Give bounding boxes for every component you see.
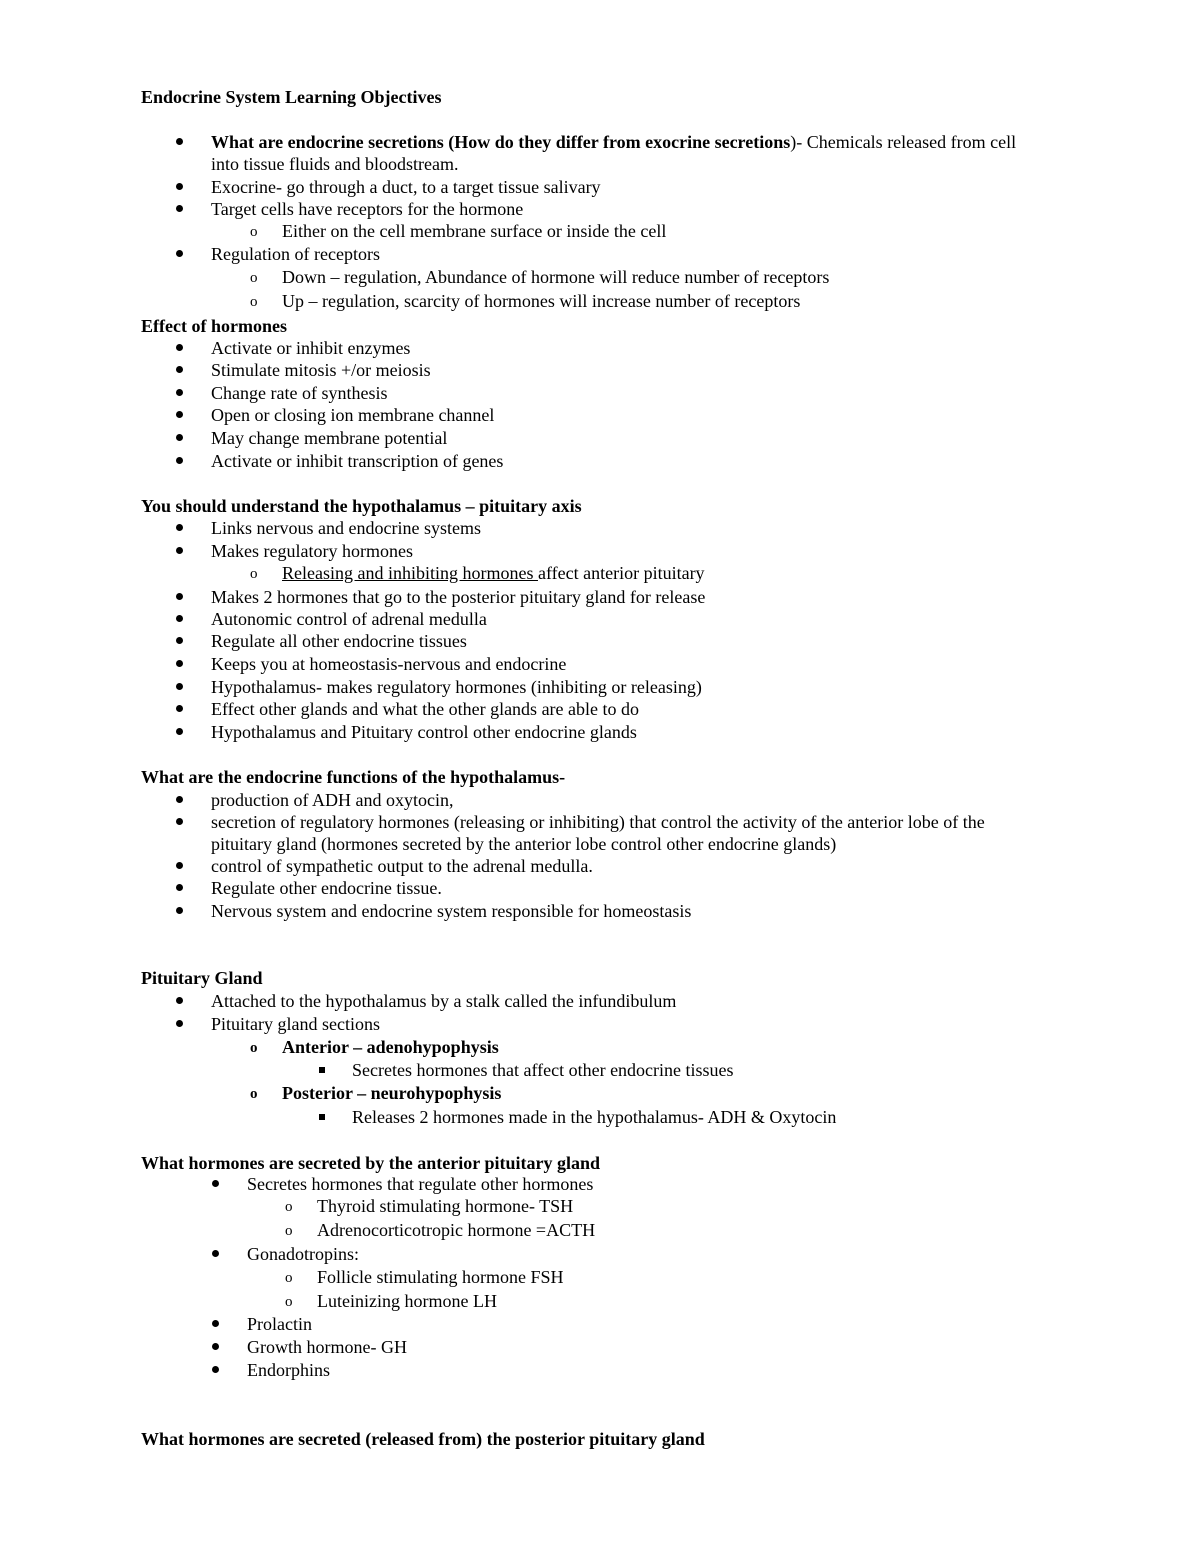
bullet-dot-icon — [176, 138, 183, 145]
bullet-dot-icon — [176, 660, 183, 667]
text-segment: What hormones are secreted by the anterior pituitary gland — [141, 1153, 600, 1173]
section-heading — [141, 315, 287, 337]
text-segment: Activate or inhibit transcription of genes — [211, 451, 504, 471]
list-item — [352, 1059, 734, 1081]
text-segment: Prolactin — [247, 1314, 312, 1334]
list-item — [211, 586, 705, 608]
list-item — [211, 608, 487, 630]
text-segment: Releasing and inhibiting hormones — [282, 563, 538, 583]
bullet-o-marker: o — [285, 1223, 293, 1239]
text-segment: Autonomic control of adrenal medulla — [211, 609, 487, 629]
bullet-dot-icon — [176, 728, 183, 735]
bullet-dot-icon — [176, 547, 183, 554]
bullet-dot-icon — [212, 1250, 219, 1257]
text-segment: Hypothalamus- makes regulatory hormones (inhibiting or releasing) — [211, 677, 702, 697]
text-segment: Target cells have receptors for the hormone — [211, 199, 524, 219]
bullet-dot-icon — [176, 683, 183, 690]
bullet-square-icon — [319, 1067, 325, 1073]
bullet-o-marker: o — [250, 1086, 258, 1102]
section-heading — [141, 1428, 705, 1450]
bullet-square-icon — [319, 1114, 325, 1120]
bullet-dot-icon — [176, 411, 183, 418]
bullet-dot-icon — [176, 1020, 183, 1027]
list-item — [211, 450, 503, 472]
bullet-dot-icon — [212, 1320, 219, 1327]
list-item — [317, 1195, 573, 1217]
bullet-dot-icon — [176, 796, 183, 803]
text-segment: pituitary gland (hormones secreted by the anterior lobe control other endocrine glands) — [211, 834, 837, 854]
text-segment: secretion of regulatory hormones (releasing or inhibiting) that control the activity of the anterior lobe of the — [211, 812, 985, 832]
text-segment: Attached to the hypothalamus by a stalk called the infundibulum — [211, 991, 677, 1011]
text-segment: Activate or inhibit enzymes — [211, 338, 411, 358]
text-segment: Exocrine- go through a duct, to a target tissue salivary — [211, 177, 601, 197]
list-item — [211, 698, 639, 720]
text-segment: Posterior – neurohypophysis — [282, 1083, 502, 1103]
text-segment: into tissue fluids and bloodstream. — [211, 154, 459, 174]
text-segment: What hormones are secreted (released from) the posterior pituitary gland — [141, 1429, 705, 1449]
list-item — [211, 517, 481, 539]
list-item — [211, 653, 566, 675]
list-item — [211, 176, 601, 198]
bullet-dot-icon — [176, 366, 183, 373]
text-segment: Releases 2 hormones made in the hypothalamus- ADH & Oxytocin — [352, 1107, 837, 1127]
list-item — [282, 220, 666, 242]
text-segment: )- Chemicals released from cell — [790, 132, 1017, 152]
text-segment: You should understand the hypothalamus – pituitary axis — [141, 496, 582, 516]
text-segment: Keeps you at homeostasis-nervous and endocrine — [211, 654, 567, 674]
bullet-o-marker: o — [285, 1294, 293, 1310]
bullet-o-marker: o — [250, 270, 258, 286]
text-segment: What are endocrine secretions (How do they differ from exocrine secretions — [211, 132, 791, 152]
list-item — [211, 153, 458, 175]
text-segment: Follicle stimulating hormone FSH — [317, 1267, 564, 1287]
bullet-dot-icon — [176, 457, 183, 464]
list-item — [247, 1336, 407, 1358]
text-segment: Endocrine System Learning Objectives — [141, 87, 442, 107]
text-segment: Anterior – adenohypophysis — [282, 1037, 499, 1057]
text-segment: Secretes hormones that regulate other hormones — [247, 1174, 594, 1194]
list-item — [352, 1106, 836, 1128]
bullet-o-marker: o — [285, 1270, 293, 1286]
text-segment: Down – regulation, Abundance of hormone will reduce number of receptors — [282, 267, 830, 287]
list-item — [317, 1266, 564, 1288]
text-segment: Regulate all other endocrine tissues — [211, 631, 467, 651]
text-segment: production of ADH and oxytocin, — [211, 790, 454, 810]
text-segment: Stimulate mitosis +/or meiosis — [211, 360, 431, 380]
list-item — [211, 721, 637, 743]
list-item — [247, 1313, 312, 1335]
list-item — [211, 811, 985, 833]
text-segment: Effect of hormones — [141, 316, 287, 336]
list-item — [211, 1013, 380, 1035]
text-segment: Endorphins — [247, 1360, 330, 1380]
bullet-dot-icon — [176, 524, 183, 531]
list-item — [211, 359, 431, 381]
text-segment: Regulate other endocrine tissue. — [211, 878, 442, 898]
list-item — [211, 198, 523, 220]
text-segment: Hypothalamus and Pituitary control other endocrine glands — [211, 722, 637, 742]
bullet-dot-icon — [176, 434, 183, 441]
section-heading — [141, 967, 263, 989]
text-segment: Luteinizing hormone LH — [317, 1291, 497, 1311]
text-segment: Up – regulation, scarcity of hormones will increase number of receptors — [282, 291, 801, 311]
text-segment: Pituitary Gland — [141, 968, 263, 988]
bullet-dot-icon — [176, 344, 183, 351]
text-segment: Either on the cell membrane surface or inside the cell — [282, 221, 667, 241]
section-heading — [141, 86, 441, 108]
bullet-o-marker: o — [250, 1040, 258, 1056]
bullet-o-marker: o — [285, 1199, 293, 1215]
text-segment: Makes regulatory hormones — [211, 541, 413, 561]
text-segment: Adrenocorticotropic hormone =ACTH — [317, 1220, 596, 1240]
list-item — [211, 427, 447, 449]
text-segment: control of sympathetic output to the adrenal medulla. — [211, 856, 593, 876]
bullet-dot-icon — [176, 705, 183, 712]
bullet-dot-icon — [176, 183, 183, 190]
list-item — [282, 562, 705, 584]
list-item — [211, 131, 1016, 153]
list-item — [247, 1173, 593, 1195]
text-segment: Effect other glands and what the other glands are able to do — [211, 699, 640, 719]
list-item — [211, 630, 467, 652]
text-segment: May change membrane potential — [211, 428, 448, 448]
bullet-dot-icon — [176, 593, 183, 600]
text-segment: Open or closing ion membrane channel — [211, 405, 495, 425]
bullet-dot-icon — [176, 389, 183, 396]
text-segment: Change rate of synthesis — [211, 383, 388, 403]
text-segment: Growth hormone- GH — [247, 1337, 407, 1357]
bullet-dot-icon — [176, 862, 183, 869]
bullet-dot-icon — [176, 818, 183, 825]
list-item — [282, 266, 829, 288]
bullet-o-marker: o — [250, 566, 258, 582]
list-item — [211, 877, 442, 899]
bullet-o-marker: o — [250, 224, 258, 240]
text-segment: Secretes hormones that affect other endocrine tissues — [352, 1060, 734, 1080]
list-item — [211, 900, 691, 922]
list-item — [211, 337, 410, 359]
list-item — [211, 855, 593, 877]
list-item — [247, 1359, 330, 1381]
text-segment: Pituitary gland sections — [211, 1014, 380, 1034]
list-item — [282, 1036, 499, 1058]
bullet-dot-icon — [212, 1366, 219, 1373]
list-item — [317, 1290, 497, 1312]
bullet-dot-icon — [212, 1343, 219, 1350]
text-segment: Links nervous and endocrine systems — [211, 518, 481, 538]
list-item — [282, 290, 800, 312]
list-item — [211, 833, 836, 855]
list-item — [211, 789, 453, 811]
text-segment: Nervous system and endocrine system responsible for homeostasis — [211, 901, 692, 921]
bullet-dot-icon — [176, 205, 183, 212]
text-segment: What are the endocrine functions of the hypothalamus- — [141, 767, 566, 787]
bullet-dot-icon — [176, 615, 183, 622]
bullet-dot-icon — [176, 997, 183, 1004]
bullet-dot-icon — [176, 250, 183, 257]
list-item — [211, 990, 676, 1012]
list-item — [247, 1243, 359, 1265]
text-segment: Makes 2 hormones that go to the posterior pituitary gland for release — [211, 587, 706, 607]
bullet-o-marker: o — [250, 294, 258, 310]
list-item — [211, 382, 387, 404]
text-segment: Gonadotropins: — [247, 1244, 359, 1264]
text-segment: Thyroid stimulating hormone- TSH — [317, 1196, 574, 1216]
text-segment: affect anterior pituitary — [537, 563, 705, 583]
list-item — [317, 1219, 595, 1241]
section-heading — [141, 766, 565, 788]
bullet-dot-icon — [176, 884, 183, 891]
bullet-dot-icon — [176, 907, 183, 914]
list-item — [282, 1082, 501, 1104]
bullet-dot-icon — [212, 1180, 219, 1187]
section-heading — [141, 495, 582, 517]
list-item — [211, 404, 494, 426]
list-item — [211, 676, 702, 698]
section-heading — [141, 1152, 600, 1174]
bullet-dot-icon — [176, 637, 183, 644]
list-item — [211, 243, 380, 265]
list-item — [211, 540, 413, 562]
text-segment: Regulation of receptors — [211, 244, 380, 264]
